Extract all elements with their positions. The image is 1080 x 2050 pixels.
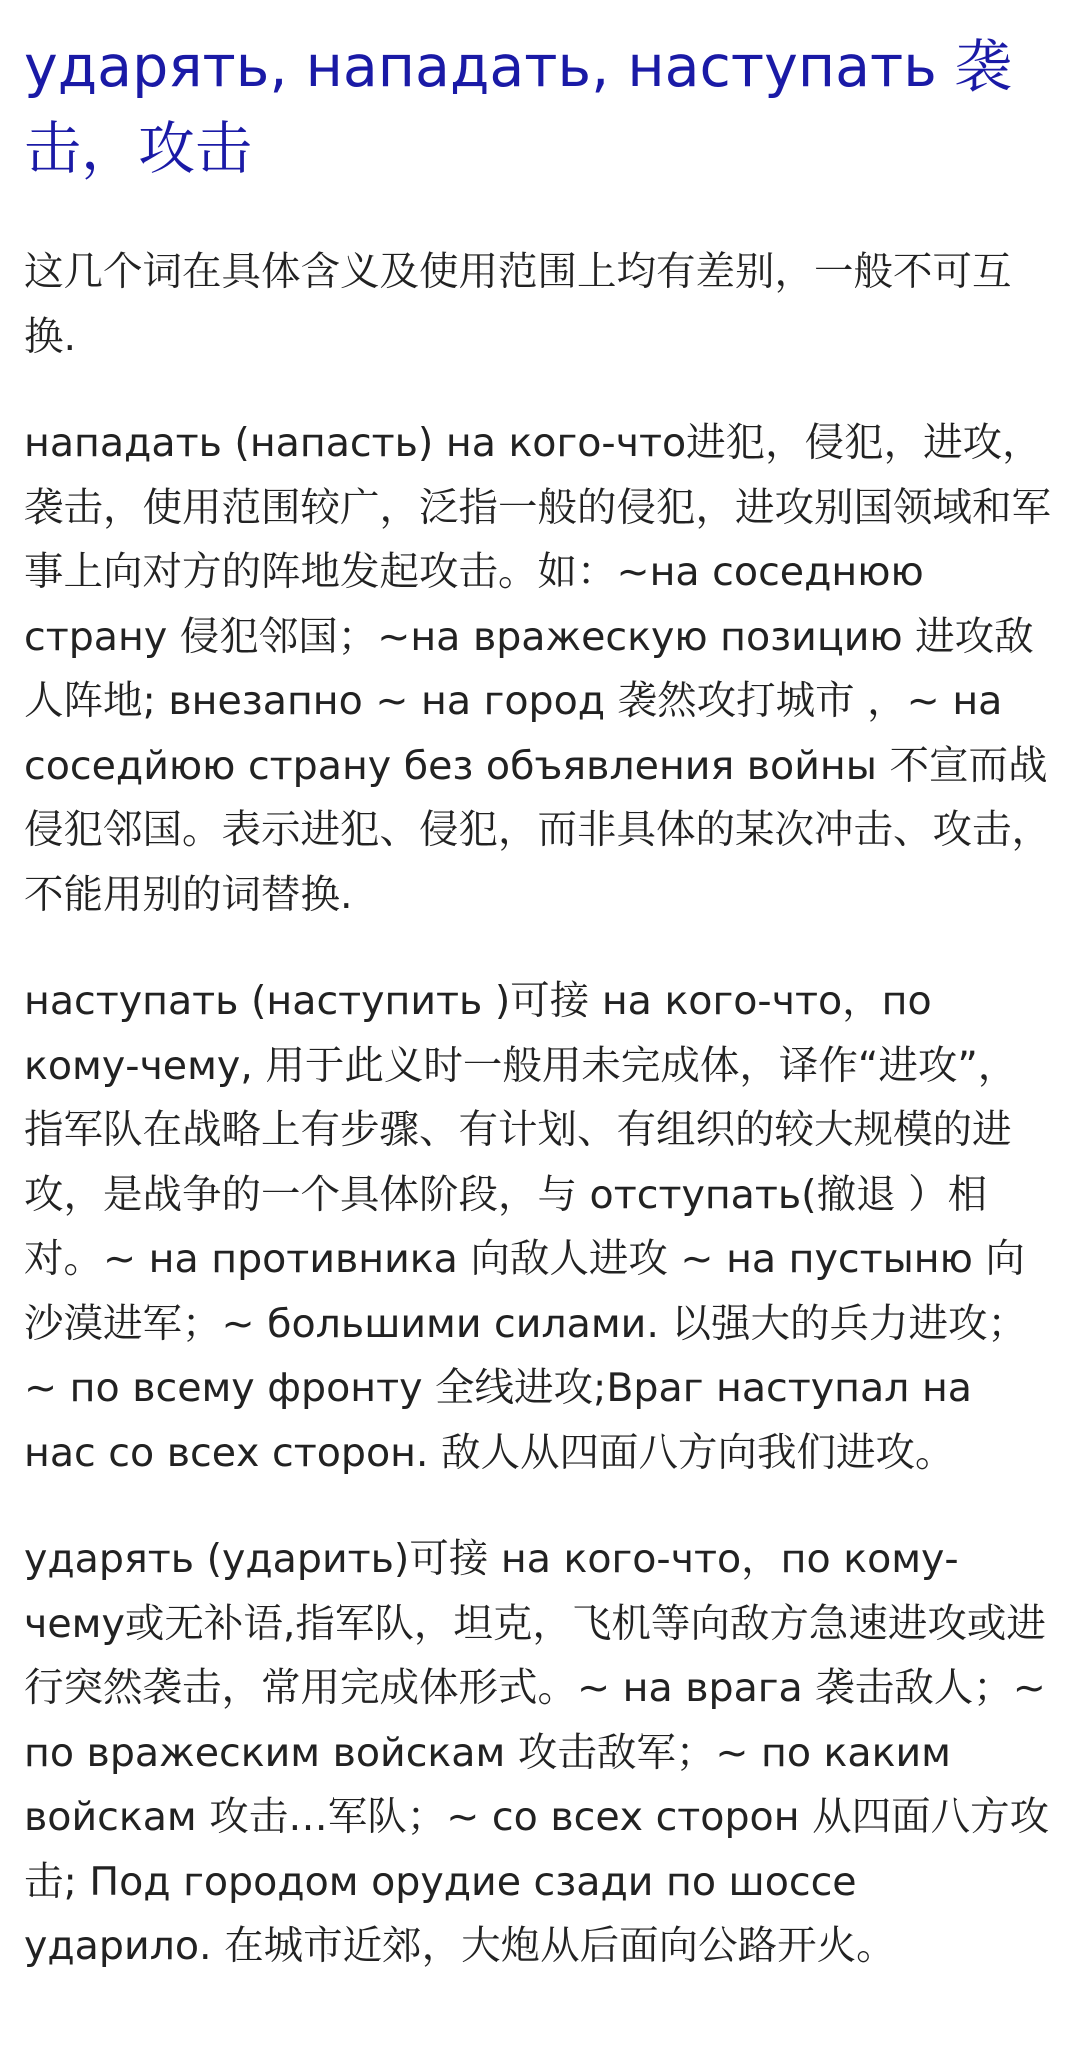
article-title: ударять, нападать, наступать 袭击，攻击 <box>24 34 1012 182</box>
article-body <box>24 240 1056 1979</box>
napadat-paragraph: нападать (напасть) на кого-что进犯，侵犯，进攻，袭击，使用范围较广，泛指一般的侵犯，进攻别国领域和军事上向对方的阵地发起攻击。如：~на соседнюю страну 侵犯邻国；~на вражескую позицию 进攻敌人阵地; внезапно ~ на город 袭然攻打城市 ，~ на соседйюю страну без объявления войны 不宣而战侵犯邻国。表示进犯、侵犯，而非具体的某次冲击、攻击，不能用别的词替换. <box>24 420 1051 918</box>
udaryat-paragraph: ударять (ударить)可接 на кого-что，по кому-чему或无补语,指军队，坦克，飞机等向敌方急速进攻或进行突然袭击，常用完成体形式。~ на врага 袭击敌人；~ по вражеским войскам 攻击敌军；~ по каким войскам 攻击…军队；~ со всех сторон 从四面八方攻击; Под городом орудие сзади по шоссе ударило. 在城市近郊，大炮从后面向公路开火。 <box>24 1536 1050 1969</box>
intro-paragraph: 这几个词在具体含义及使用范围上均有差别，一般不可互换. <box>24 249 1012 360</box>
nastupat-paragraph: наступать (наступить )可接 на кого-что，по кому-чему, 用于此义时一般用未完成体，译作“进攻”，指军队在战略上有步骤、有计划、有组织的较大规模的进攻，是战争的一个具体阶段，与 отступать(撤退 ）相对。~ на противника 向敌人进攻 ~ на пустыню 向沙漠进军；~ большими силами. 以强大的兵力进攻；~ по всему фронту 全线进攻;Враг наступал на нас со всех сторон. 敌人从四面八方向我们进攻。 <box>24 978 1027 1476</box>
